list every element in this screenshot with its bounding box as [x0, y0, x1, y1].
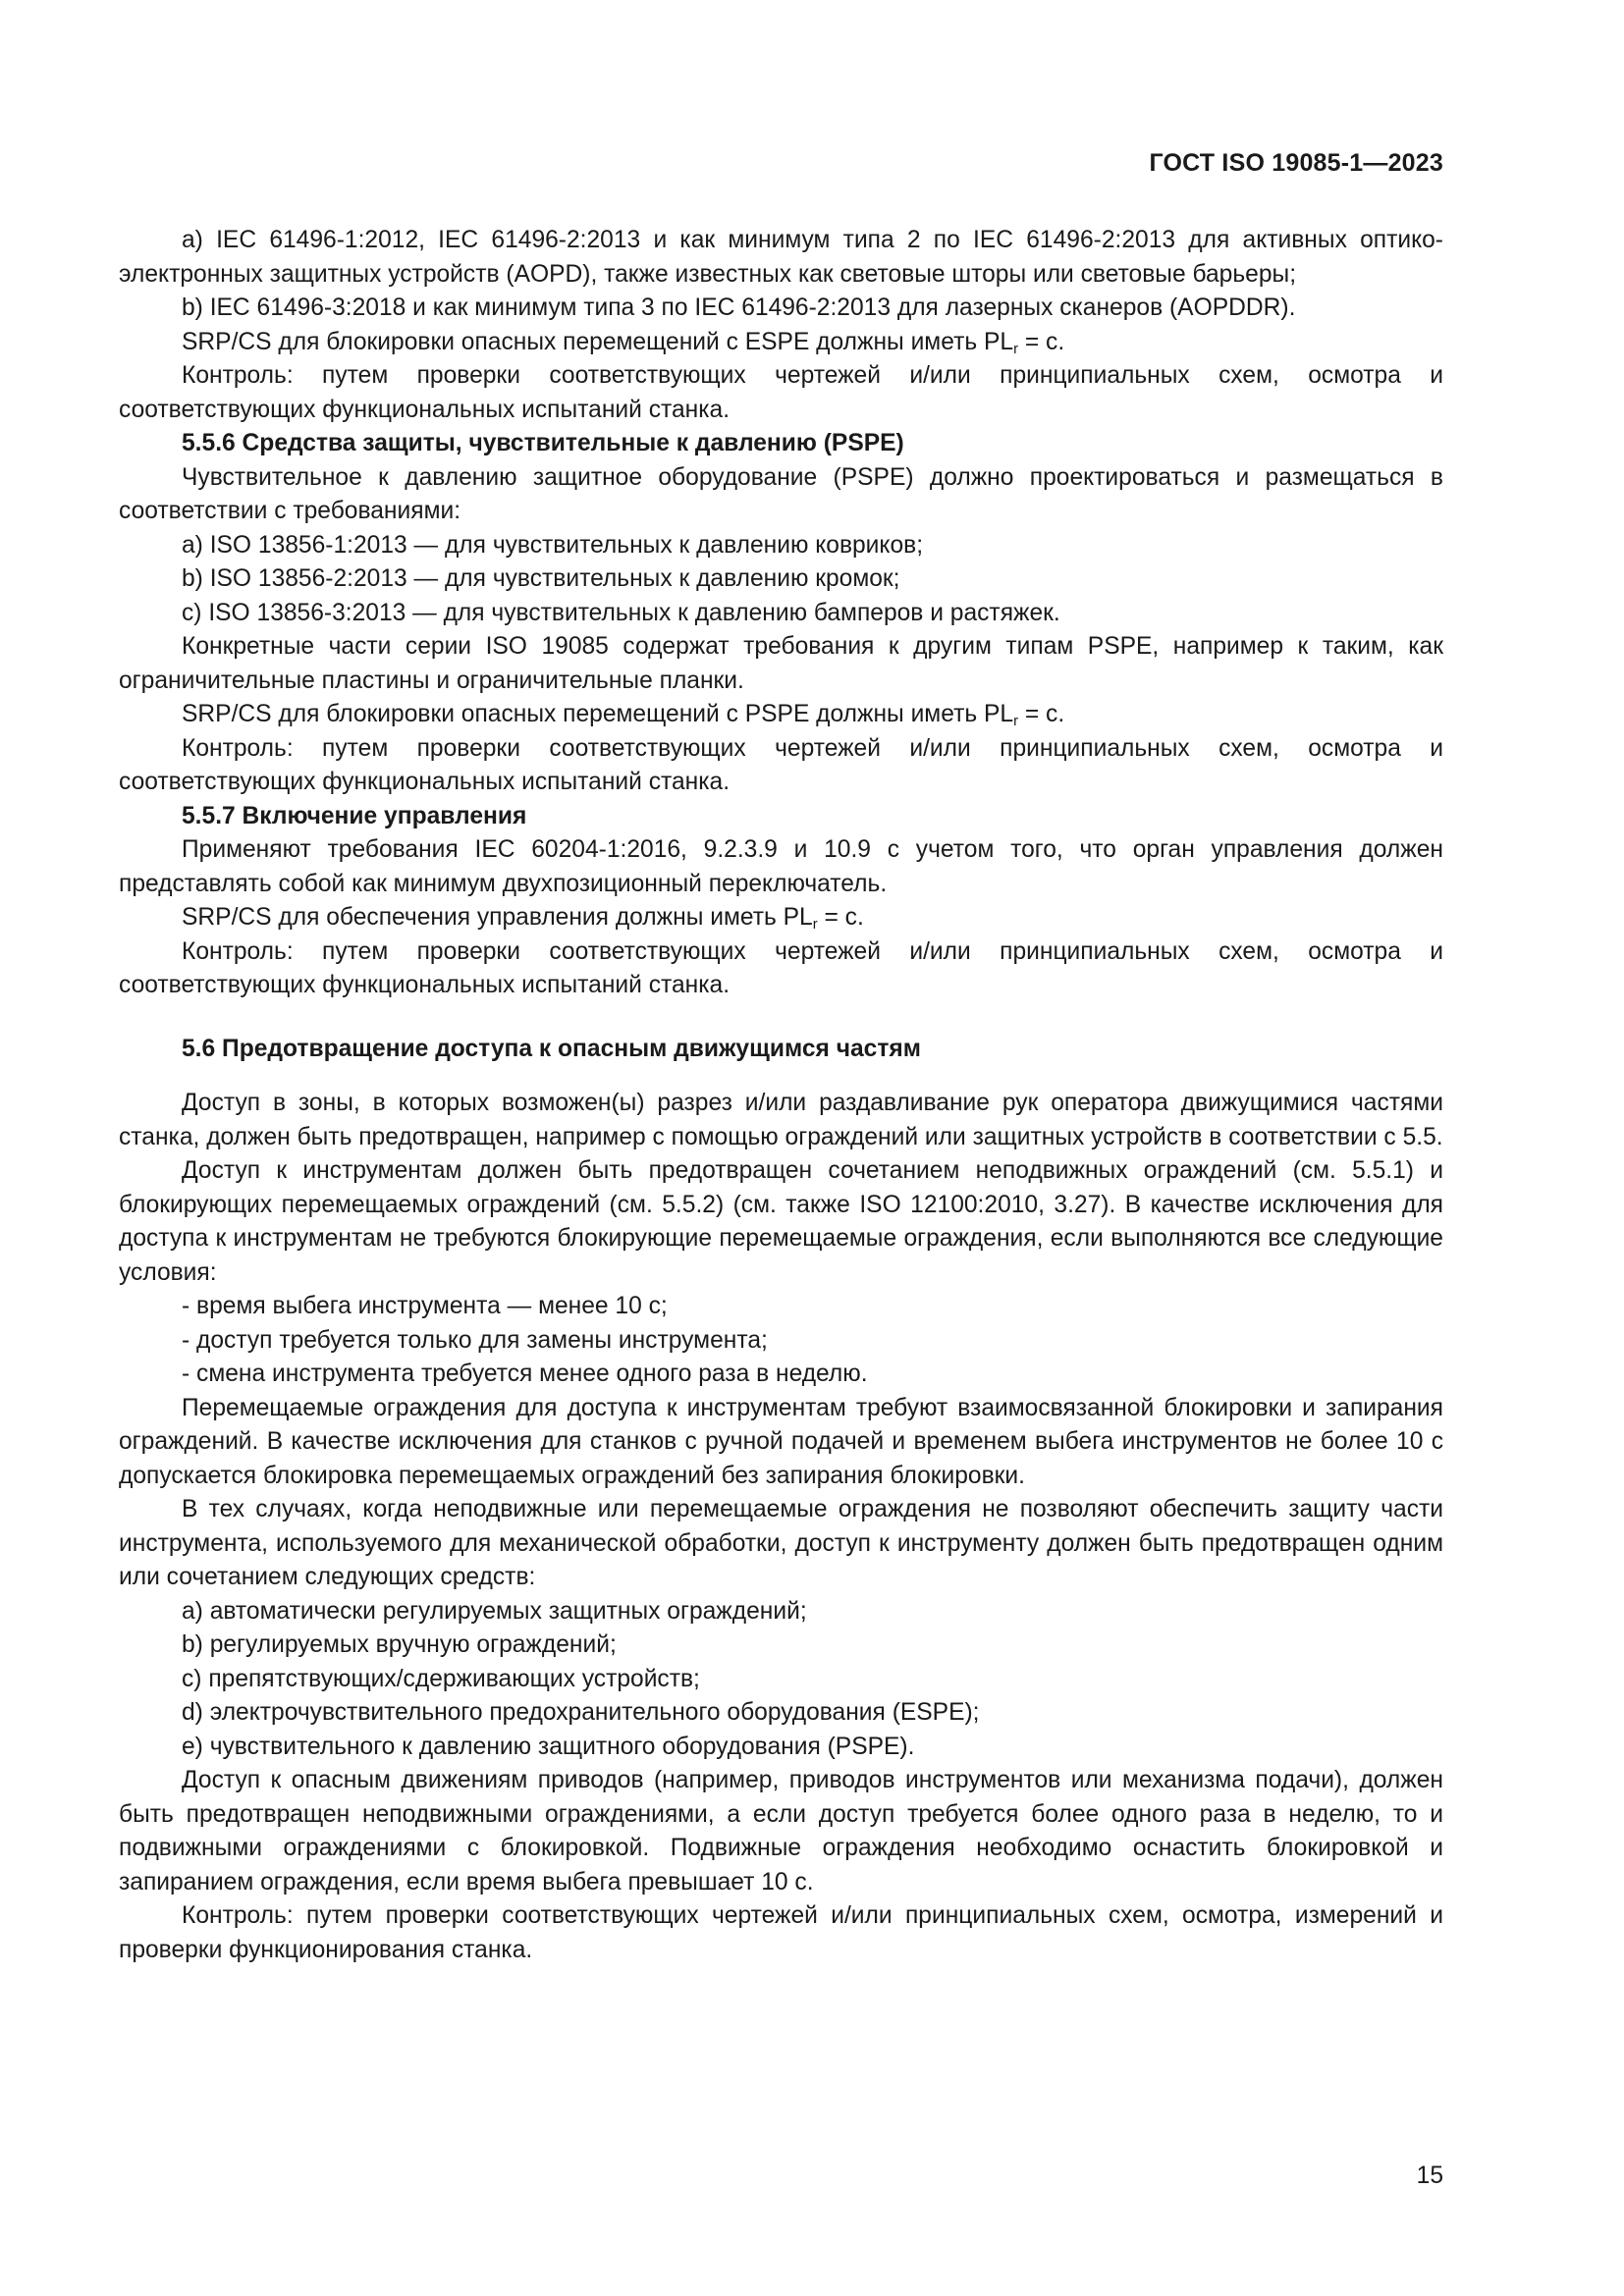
paragraph: Доступ в зоны, в которых возможен(ы) разрез и/или раздавливание рук оператора движущимися частями станка, должен быть предотвращен, например с помощью ограждений или защитных устройств в соответствии с 5.5. [119, 1090, 1443, 1150]
document-page [119, 0, 1443, 2296]
dash-list-item: - смена инструмента требуется менее одного раза в неделю. [182, 1361, 868, 1387]
plr-text: SRP/CS для блокировки опасных перемещений с PSPE должны иметь PL [182, 701, 1014, 727]
control-paragraph: Контроль: путем проверки соответствующих чертежей и/или принципиальных схем, осмотра, измерений и проверки функционирования станка. [119, 1902, 1443, 1963]
document-id-header: ГОСТ ISO 19085-1—2023 [1149, 149, 1443, 177]
plr-value: = c. [1018, 328, 1065, 355]
plr-requirement-control [119, 901, 1443, 935]
plr-text: SRP/CS для блокировки опасных перемещений с ESPE должны иметь PL [182, 328, 1014, 355]
paragraph: Применяют требования IEC 60204-1:2016, 9.2.3.9 и 10.9 с учетом того, что орган управления должен представлять собой как минимум двухпозиционный переключатель. [119, 836, 1443, 897]
control-paragraph: Контроль: путем проверки соответствующих чертежей и/или принципиальных схем, осмотра и соответствующих функциональных испытаний станка. [119, 362, 1443, 423]
list-item: e) чувствительного к давлению защитного оборудования (PSPE). [182, 1733, 915, 1760]
heading-5-5-6: 5.5.6 Средства защиты, чувствительные к давлению (PSPE) [182, 430, 904, 456]
paragraph: Доступ к инструментам должен быть предотвращен сочетанием неподвижных ограждений (см. 5.5.1) и блокирующих перемещаемых ограждений (см. 5.5.2) (см. также ISO 12100:2010, 3.27). В качестве исключения для доступа к инструментам не требуются блокирующие перемещаемые ограждения, если выполняются все следующие условия: [119, 1157, 1443, 1286]
control-paragraph: Контроль: путем проверки соответствующих чертежей и/или принципиальных схем, осмотра и соответствующих функциональных испытаний станка. [119, 734, 1443, 795]
list-item: b) регулируемых вручную ограждений; [182, 1631, 617, 1658]
heading-5-6: 5.6 Предотвращение доступа к опасным движущимся частям [182, 1035, 921, 1062]
paragraph: Конкретные части серии ISO 19085 содержат требования к другим типам PSPE, например к таким, как ограничительные пластины и ограничительные планки. [119, 633, 1443, 694]
list-item: c) ISO 13856-3:2013 — для чувствительных к давлению бамперов и растяжек. [182, 599, 1060, 626]
list-item-a-aopd: а) IEC 61496-1:2012, IEC 61496-2:2013 и как минимум типа 2 по IEC 61496-2:2013 для активных оптико-электронных защитных устройств (AOPD), также известных как световые шторы или световые барьеры; [119, 227, 1443, 288]
paragraph: Перемещаемые ограждения для доступа к инструментам требуют взаимосвязанной блокировки и запирания ограждений. В качестве исключения для станков с ручной подачей и временем выбега инструментов не более 10 с допускается блокировка перемещаемых ограждений без запирания блокировки. [119, 1394, 1443, 1489]
control-paragraph: Контроль: путем проверки соответствующих чертежей и/или принципиальных схем, осмотра и соответствующих функциональных испытаний станка. [119, 937, 1443, 998]
list-item: c) препятствующих/сдерживающих устройств; [182, 1665, 700, 1692]
dash-list-item: - доступ требуется только для замены инструмента; [182, 1326, 768, 1354]
list-item: a) ISO 13856-1:2013 — для чувствительных к давлению ковриков; [182, 531, 924, 559]
list-item: a) автоматически регулируемых защитных ограждений; [182, 1597, 807, 1625]
plr-subscript: r [1013, 714, 1018, 729]
list-item: b) ISO 13856-2:2013 — для чувствительных к давлению кромок; [182, 565, 900, 592]
paragraph: Доступ к опасным движениям приводов (например, приводов инструментов или механизма подачи), должен быть предотвращен неподвижными ограждениями, а если доступ требуется более одного раза в неделю, то и подвижными ограждениями с блокировкой. Подвижные ограждения необходимо оснастить блокировкой и запиранием ограждения, если время выбега превышает 10 с. [119, 1767, 1443, 1896]
paragraph: В тех случаях, когда неподвижные или перемещаемые ограждения не позволяют обеспечить защиту части инструмента, используемого для механической обработки, доступ к инструменту должен быть предотвращен одним или сочетанием следующих средств: [119, 1496, 1443, 1590]
paragraph: Чувствительное к давлению защитное оборудование (PSPE) должно проектироваться и размещаться в соответствии с требованиями: [119, 463, 1443, 524]
plr-requirement-pspe [119, 698, 1443, 732]
page-number: 15 [1416, 2163, 1443, 2189]
plr-value: = c. [1018, 701, 1065, 727]
plr-subscript: r [1013, 341, 1018, 357]
list-item: d) электрочувствительного предохранительного оборудования (ESPE); [182, 1699, 980, 1726]
heading-5-5-7: 5.5.7 Включение управления [182, 802, 527, 829]
dash-list-item: - время выбега инструмента — менее 10 с; [182, 1293, 668, 1319]
plr-value: = c. [817, 904, 864, 931]
document-body [119, 224, 1443, 1967]
plr-requirement-espe [119, 326, 1443, 360]
plr-subscript: r [812, 917, 818, 933]
plr-text: SRP/CS для обеспечения управления должны иметь PL [182, 904, 813, 931]
list-item-b-aopddr: b) IEC 61496-3:2018 и как минимум типа 3 по IEC 61496-2:2013 для лазерных сканеров (AOPDDR). [182, 294, 1296, 321]
